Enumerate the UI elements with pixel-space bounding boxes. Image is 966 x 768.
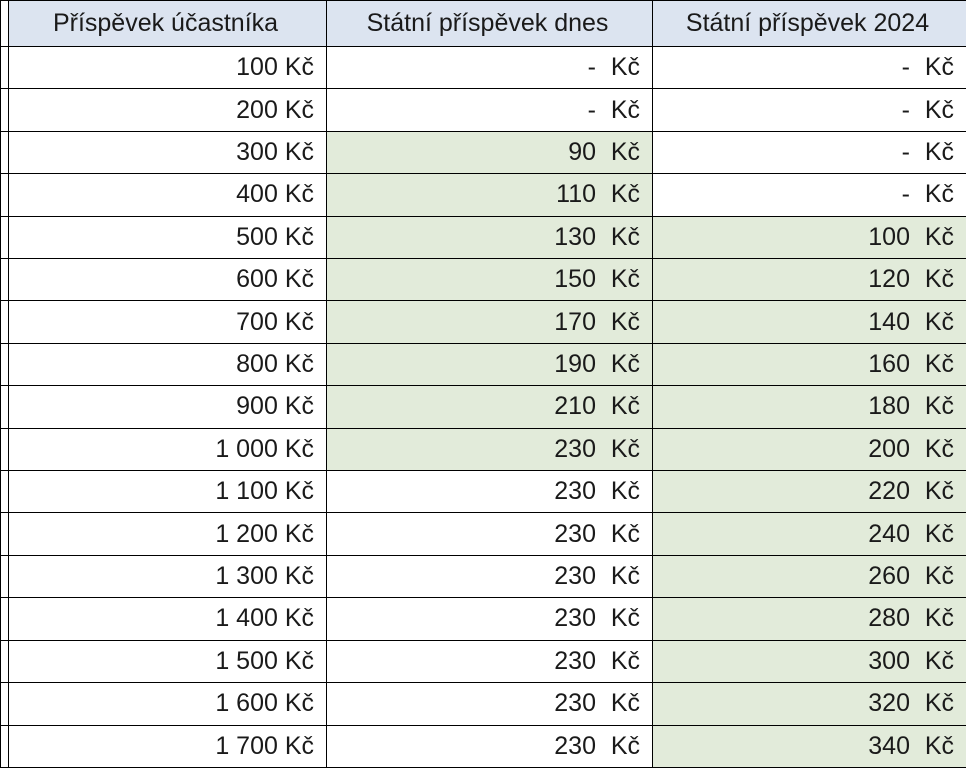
table-row xyxy=(1,513,966,555)
cell-participant-contribution[interactable]: 300 Kč xyxy=(9,131,327,173)
cell-participant-contribution[interactable]: 800 Kč xyxy=(9,343,327,385)
row-gutter-cell xyxy=(1,259,9,301)
row-gutter-cell xyxy=(1,683,9,725)
table-row xyxy=(1,216,966,258)
table-row xyxy=(1,555,966,597)
currency-label: Kč xyxy=(610,95,640,124)
table-row xyxy=(1,428,966,470)
table-body xyxy=(1,47,966,768)
column-header-state-today: Státní příspěvek dnes xyxy=(327,1,653,47)
currency-label: Kč xyxy=(924,434,954,463)
amount-value: 320 xyxy=(868,689,910,718)
cell-state-contribution-2024[interactable] xyxy=(653,216,966,258)
cell-state-contribution-today[interactable] xyxy=(327,428,653,470)
amount-value: 190 xyxy=(554,350,596,379)
cell-state-contribution-today[interactable] xyxy=(327,259,653,301)
table-row xyxy=(1,301,966,343)
cell-state-contribution-2024[interactable] xyxy=(653,640,966,682)
row-gutter-cell xyxy=(1,216,9,258)
amount-value: 230 xyxy=(554,731,596,760)
amount-value: 200 xyxy=(868,434,910,463)
currency-label: Kč xyxy=(610,477,640,506)
amount-value: 340 xyxy=(868,731,910,760)
amount-value: - xyxy=(901,95,910,124)
cell-state-contribution-2024[interactable] xyxy=(653,131,966,173)
cell-participant-contribution[interactable]: 400 Kč xyxy=(9,174,327,216)
table-row xyxy=(1,259,966,301)
cell-state-contribution-today[interactable] xyxy=(327,47,653,89)
cell-state-contribution-2024[interactable] xyxy=(653,89,966,131)
row-gutter-cell xyxy=(1,131,9,173)
table-row xyxy=(1,174,966,216)
currency-label: Kč xyxy=(924,265,954,294)
cell-state-contribution-today[interactable] xyxy=(327,89,653,131)
table-row xyxy=(1,683,966,725)
currency-label: Kč xyxy=(610,53,640,82)
column-header-state-2024: Státní příspěvek 2024 xyxy=(653,1,966,47)
amount-value: 230 xyxy=(554,477,596,506)
currency-label: Kč xyxy=(610,562,640,591)
table-row xyxy=(1,471,966,513)
column-header-participant: Příspěvek účastníka xyxy=(9,1,327,47)
row-gutter-cell xyxy=(1,428,9,470)
amount-value: 180 xyxy=(868,392,910,421)
table-header xyxy=(1,1,966,47)
amount-value: 230 xyxy=(554,646,596,675)
currency-label: Kč xyxy=(610,646,640,675)
cell-state-contribution-today[interactable] xyxy=(327,301,653,343)
row-gutter-header xyxy=(1,1,9,47)
row-gutter-cell xyxy=(1,555,9,597)
cell-state-contribution-2024[interactable] xyxy=(653,513,966,555)
amount-value: 110 xyxy=(556,180,596,209)
currency-label: Kč xyxy=(924,350,954,379)
cell-participant-contribution[interactable]: 100 Kč xyxy=(9,47,327,89)
amount-value: 130 xyxy=(554,222,596,251)
currency-label: Kč xyxy=(924,477,954,506)
currency-label: Kč xyxy=(610,180,640,209)
row-gutter-cell xyxy=(1,301,9,343)
currency-label: Kč xyxy=(610,307,640,336)
cell-state-contribution-today[interactable] xyxy=(327,174,653,216)
cell-participant-contribution[interactable]: 1 700 Kč xyxy=(9,725,327,768)
amount-value: 230 xyxy=(554,434,596,463)
cell-state-contribution-2024[interactable] xyxy=(653,386,966,428)
cell-state-contribution-today[interactable] xyxy=(327,640,653,682)
cell-participant-contribution[interactable]: 1 200 Kč xyxy=(9,513,327,555)
header-row xyxy=(1,1,966,47)
amount-value: 150 xyxy=(554,265,596,294)
table-row xyxy=(1,47,966,89)
cell-state-contribution-today[interactable] xyxy=(327,683,653,725)
amount-value: 230 xyxy=(554,562,596,591)
cell-participant-contribution[interactable]: 500 Kč xyxy=(9,216,327,258)
table-row xyxy=(1,725,966,768)
amount-value: - xyxy=(901,180,910,209)
currency-label: Kč xyxy=(610,689,640,718)
cell-state-contribution-today[interactable] xyxy=(327,471,653,513)
row-gutter-cell xyxy=(1,386,9,428)
amount-value: 210 xyxy=(554,392,596,421)
row-gutter-cell xyxy=(1,89,9,131)
cell-state-contribution-2024[interactable] xyxy=(653,343,966,385)
table-row xyxy=(1,89,966,131)
amount-value: 300 xyxy=(868,646,910,675)
currency-label: Kč xyxy=(610,731,640,760)
currency-label: Kč xyxy=(610,138,640,167)
amount-value: 230 xyxy=(554,604,596,633)
currency-label: Kč xyxy=(924,307,954,336)
row-gutter-cell xyxy=(1,174,9,216)
cell-state-contribution-today[interactable] xyxy=(327,386,653,428)
cell-participant-contribution[interactable]: 1 100 Kč xyxy=(9,471,327,513)
row-gutter-cell xyxy=(1,725,9,768)
currency-label: Kč xyxy=(610,519,640,548)
amount-value: 90 xyxy=(568,138,596,167)
amount-value: 230 xyxy=(554,689,596,718)
cell-participant-contribution[interactable]: 1 400 Kč xyxy=(9,598,327,640)
currency-label: Kč xyxy=(924,646,954,675)
cell-state-contribution-2024[interactable] xyxy=(653,725,966,768)
amount-value: 170 xyxy=(554,307,596,336)
currency-label: Kč xyxy=(610,265,640,294)
table-row xyxy=(1,131,966,173)
amount-value: - xyxy=(587,95,596,124)
currency-label: Kč xyxy=(610,604,640,633)
currency-label: Kč xyxy=(924,180,954,209)
currency-label: Kč xyxy=(924,222,954,251)
currency-label: Kč xyxy=(924,519,954,548)
amount-value: 120 xyxy=(868,265,910,294)
currency-label: Kč xyxy=(924,392,954,421)
currency-label: Kč xyxy=(610,434,640,463)
cell-state-contribution-2024[interactable] xyxy=(653,47,966,89)
cell-participant-contribution[interactable]: 200 Kč xyxy=(9,89,327,131)
currency-label: Kč xyxy=(610,392,640,421)
cell-state-contribution-today[interactable] xyxy=(327,555,653,597)
cell-state-contribution-2024[interactable] xyxy=(653,598,966,640)
row-gutter-cell xyxy=(1,343,9,385)
cell-state-contribution-today[interactable] xyxy=(327,725,653,768)
currency-label: Kč xyxy=(610,350,640,379)
amount-value: 100 xyxy=(868,222,910,251)
currency-label: Kč xyxy=(924,138,954,167)
cell-participant-contribution[interactable]: 700 Kč xyxy=(9,301,327,343)
cell-state-contribution-today[interactable] xyxy=(327,216,653,258)
currency-label: Kč xyxy=(610,222,640,251)
amount-value: 140 xyxy=(868,307,910,336)
amount-value: 220 xyxy=(868,477,910,506)
cell-state-contribution-2024[interactable] xyxy=(653,301,966,343)
currency-label: Kč xyxy=(924,604,954,633)
amount-value: - xyxy=(901,138,910,167)
cell-participant-contribution[interactable]: 1 600 Kč xyxy=(9,683,327,725)
amount-value: 240 xyxy=(868,519,910,548)
amount-value: 230 xyxy=(554,519,596,548)
table-row xyxy=(1,640,966,682)
table-row xyxy=(1,343,966,385)
table-row xyxy=(1,598,966,640)
currency-label: Kč xyxy=(924,53,954,82)
cell-participant-contribution[interactable]: 1 300 Kč xyxy=(9,555,327,597)
cell-state-contribution-2024[interactable] xyxy=(653,555,966,597)
cell-state-contribution-today[interactable] xyxy=(327,343,653,385)
amount-value: - xyxy=(901,53,910,82)
currency-label: Kč xyxy=(924,689,954,718)
row-gutter-cell xyxy=(1,640,9,682)
row-gutter-cell xyxy=(1,598,9,640)
cell-participant-contribution[interactable]: 1 500 Kč xyxy=(9,640,327,682)
amount-value: 260 xyxy=(868,562,910,591)
cell-participant-contribution[interactable]: 900 Kč xyxy=(9,386,327,428)
cell-state-contribution-2024[interactable] xyxy=(653,174,966,216)
amount-value: 280 xyxy=(868,604,910,633)
currency-label: Kč xyxy=(924,95,954,124)
cell-state-contribution-2024[interactable] xyxy=(653,259,966,301)
row-gutter-cell xyxy=(1,513,9,555)
currency-label: Kč xyxy=(924,562,954,591)
row-gutter-cell xyxy=(1,47,9,89)
cell-participant-contribution[interactable]: 600 Kč xyxy=(9,259,327,301)
cell-state-contribution-today[interactable] xyxy=(327,131,653,173)
cell-state-contribution-today[interactable] xyxy=(327,513,653,555)
amount-value: - xyxy=(587,53,596,82)
row-gutter-cell xyxy=(1,471,9,513)
cell-state-contribution-2024[interactable] xyxy=(653,471,966,513)
table-row xyxy=(1,386,966,428)
cell-state-contribution-2024[interactable] xyxy=(653,683,966,725)
cell-state-contribution-today[interactable] xyxy=(327,598,653,640)
currency-label: Kč xyxy=(924,731,954,760)
cell-state-contribution-2024[interactable] xyxy=(653,428,966,470)
cell-participant-contribution[interactable]: 1 000 Kč xyxy=(9,428,327,470)
amount-value: 160 xyxy=(868,350,910,379)
